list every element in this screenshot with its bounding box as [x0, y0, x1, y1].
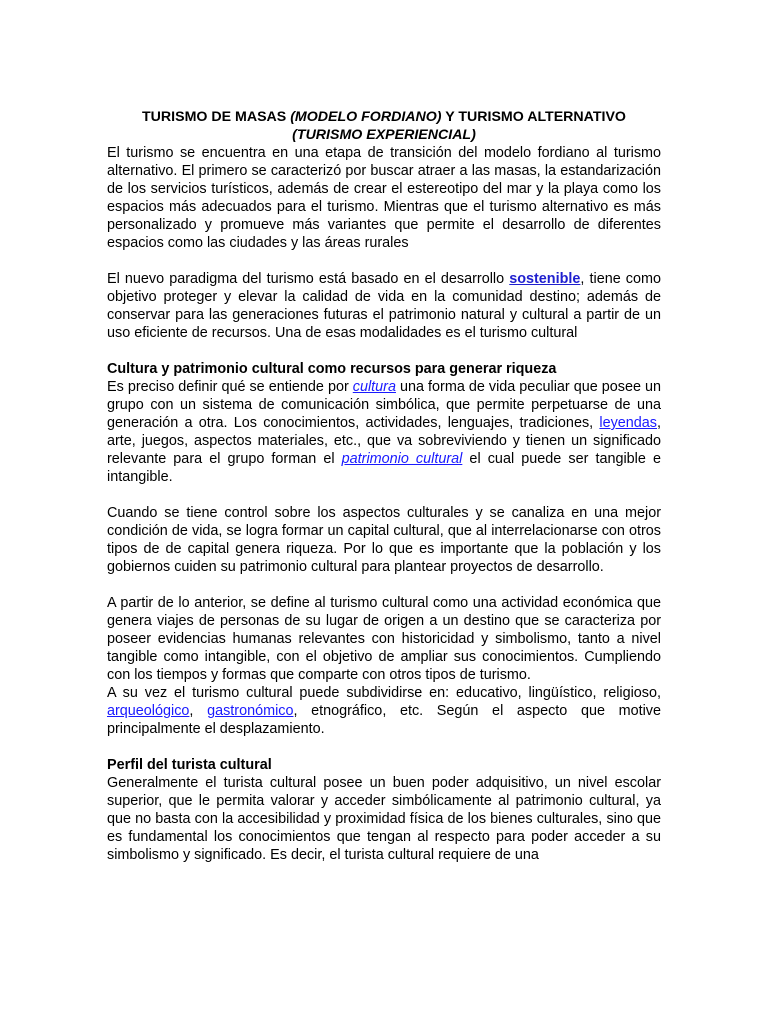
link-patrimonio-cultural[interactable]: patrimonio cultural: [341, 451, 463, 467]
document-title: [107, 108, 661, 144]
cultura-text-4: el cual puede ser tangible e intangible.: [107, 451, 661, 485]
spacer: [107, 576, 661, 594]
spacer: [107, 486, 661, 504]
paradigm-text-2: , tiene como objetivo proteger y elevar la calidad de vida en la comunidad destino; además de conservar para las generaciones futuras el patrimonio natural y cultural a partir de un uso eficiente de recursos. Una de esas modalidades es el turismo cultural: [107, 271, 662, 341]
subdivision-text-3: , etnográfico, etc. Según el aspecto que motive principalmente el desplazamiento.: [107, 703, 661, 737]
paradigm-text-1: El nuevo paradigma del turismo está basado en el desarrollo: [107, 271, 510, 287]
subdivision-text-2: ,: [189, 703, 208, 719]
paragraph-cultura: [107, 378, 661, 486]
subdivision-text-1: A su vez el turismo cultural puede subdividirse en: educativo, lingüístico, religioso,: [107, 685, 661, 701]
link-cultura[interactable]: cultura: [352, 379, 396, 395]
paragraph-perfil: Generalmente el turista cultural posee un buen poder adquisitivo, un nivel escolar superior, que le permita valorar y acceder simbólicamente al patrimonio cultural, ya que no basta con la accesibilidad y proximidad física de los bienes culturales, sino que es fundamental los conocimientos que tengan al respecto para poder acceder a su simbolismo y significado. Es decir, el turista cultural requiere de una: [107, 775, 661, 863]
paragraph-capital-cultural: Cuando se tiene control sobre los aspectos culturales y se canaliza en una mejor condición de vida, se logra formar un capital cultural, que al interrelacionarse con otros tipos de de capital genera riqueza. Por lo que es importante que la población y los gobiernos cuiden su patrimonio cultural para plantear proyectos de desarrollo.: [107, 505, 661, 575]
title-part-1: TURISMO DE MASAS: [142, 109, 291, 125]
paragraph-paradigm: [107, 270, 661, 342]
spacer: [107, 342, 661, 360]
section-heading-cultura: Cultura y patrimonio cultural como recursos para generar riqueza: [107, 361, 557, 377]
link-gastronomico[interactable]: gastronómico: [207, 703, 294, 719]
link-arqueologico[interactable]: arqueológico: [107, 703, 190, 719]
section-heading-perfil: Perfil del turista cultural: [107, 757, 272, 773]
link-leyendas[interactable]: leyendas: [599, 415, 657, 431]
cultura-text-3: , arte, juegos, aspectos materiales, etc., que va sobreviviendo y tienen un significado relevante para el grupo forman el: [107, 415, 661, 467]
document-body: [107, 108, 661, 864]
title-part-2: (MODELO FORDIANO): [290, 109, 442, 125]
paragraph-subdivision: [107, 684, 661, 738]
link-sostenible[interactable]: sostenible: [509, 271, 581, 287]
spacer: [107, 738, 661, 756]
cultura-text-2: una forma de vida peculiar que posee un grupo con un sistema de comunicación simbólica, que permite perpetuarse de una generación a otra. Los conocimientos, actividades, lenguajes, tradiciones,: [107, 379, 662, 431]
title-part-3: Y TURISMO ALTERNATIVO: [441, 109, 626, 125]
cultura-text-1: Es preciso definir qué se entiende por: [107, 379, 353, 395]
title-part-4: (TURISMO EXPERIENCIAL): [292, 127, 476, 143]
paragraph-intro: El turismo se encuentra en una etapa de transición del modelo fordiano al turismo alternativo. El primero se caracterizó por buscar atraer a las masas, la estandarización de los servicios turísticos, además de crear el estereotipo del mar y la playa como los espacios más adecuados para el turismo. Mientras que el turismo alternativo es más personalizado y promueve más variantes que permite el desarrollo de diferentes espacios como las ciudades y las áreas rurales: [107, 145, 661, 251]
paragraph-definicion-turismo-cultural: A partir de lo anterior, se define al turismo cultural como una actividad económica que genera viajes de personas de su lugar de origen a un destino que se caracteriza por poseer evidencias humanas relevantes con historicidad y simbolismo, tanto a nivel tangible como intangible, con el objetivo de ampliar sus conocimientos. Cumpliendo con los tiempos y formas que comparte con otros tipos de turismo.: [107, 595, 661, 683]
spacer: [107, 252, 661, 270]
